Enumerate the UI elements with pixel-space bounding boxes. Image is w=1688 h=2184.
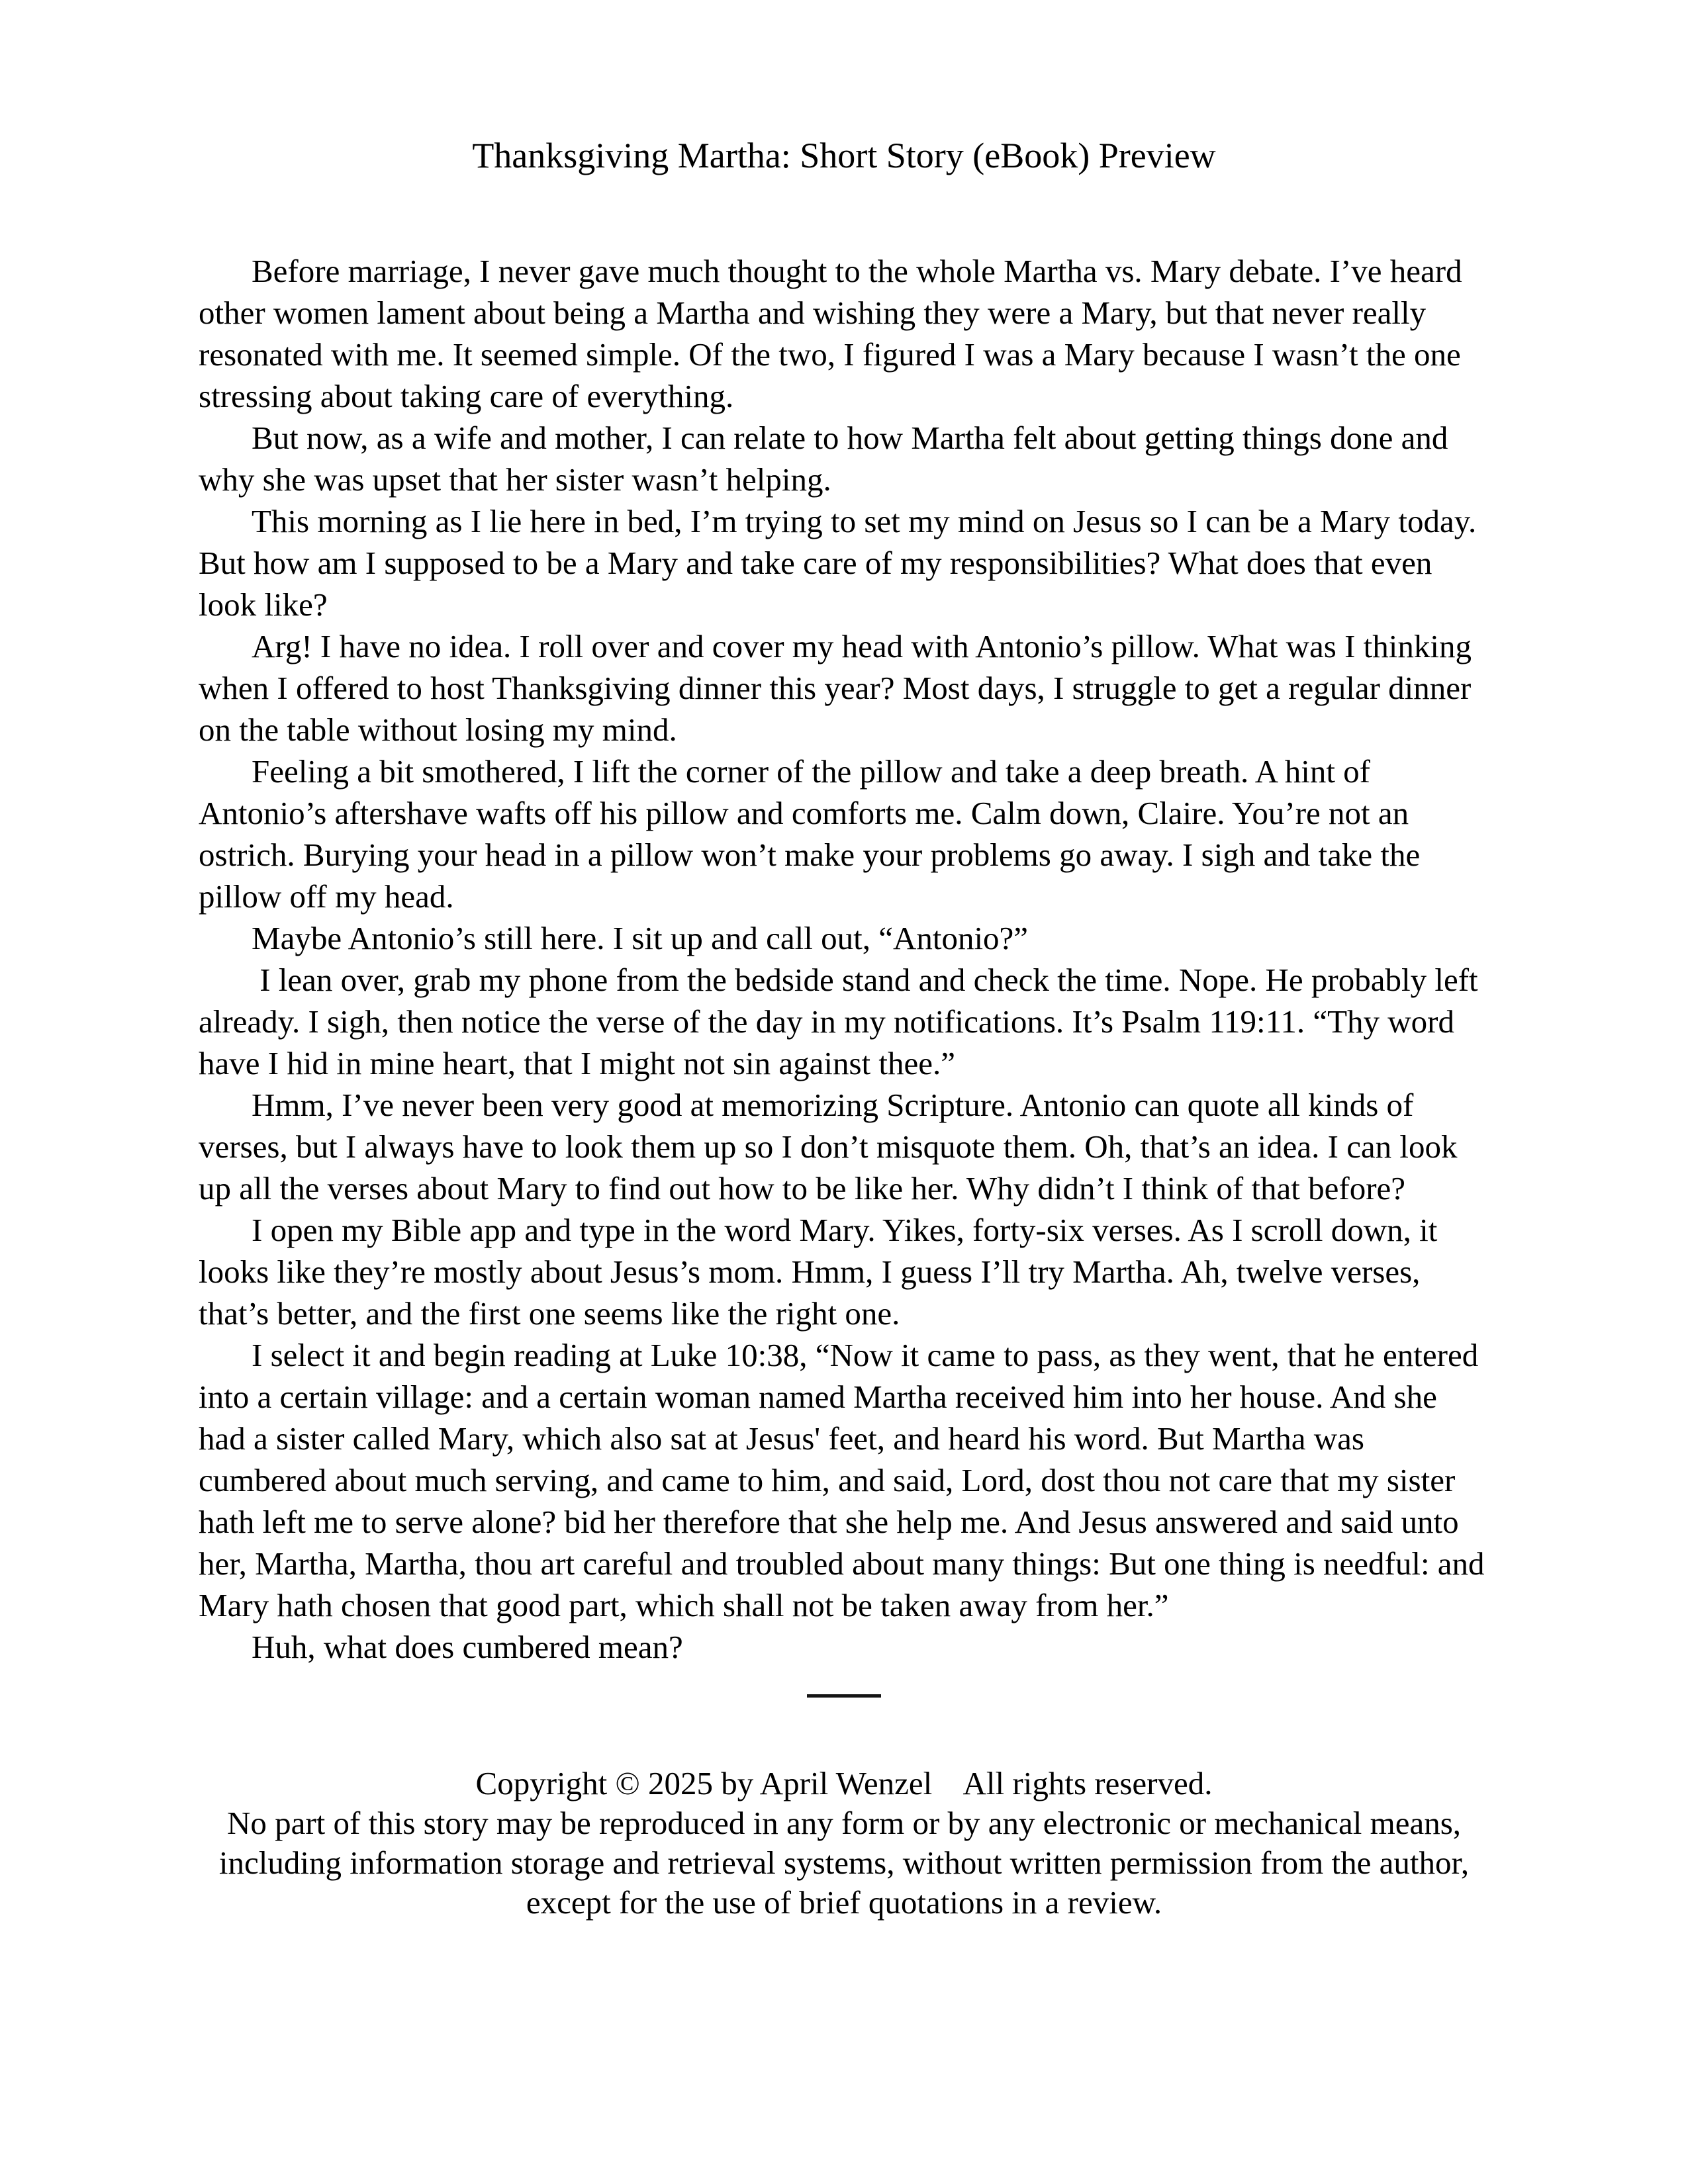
copyright-notice: No part of this story may be reproduced in any form or by any electronic or mechanical means, including information storage and retrieval systems, without written permission from the author, except for the use of brief quotations in a review.: [218, 1805, 1477, 1921]
story-paragraph-2: But now, as a wife and mother, I can relate to how Martha felt about getting things done and why she was upset that her sister wasn’t helping.: [199, 420, 1456, 498]
story-paragraph-11: Huh, what does cumbered mean?: [252, 1629, 683, 1665]
page-title: Thanksgiving Martha: Short Story (eBook) Preview: [472, 136, 1216, 175]
story-paragraph-5: Feeling a bit smothered, I lift the corner of the pillow and take a deep breath. A hint of Antonio’s aftershave wafts off his pillow and comforts me. Calm down, Claire. You’re not an ostrich. Burying your head in a pillow won’t make your problems go away. I sigh and take the pillow off my head.: [199, 753, 1429, 915]
story-paragraph-8: Hmm, I’ve never been very good at memorizing Scripture. Antonio can quote all kinds of verses, but I always have to look them up so I don’t misquote them. Oh, that’s an idea. I can look up all the verses about Mary to find out how to be like her. Why didn’t I think of that before?: [199, 1087, 1466, 1206]
copyright-line: Copyright © 2025 by April Wenzel All rights reserved.: [475, 1765, 1213, 1801]
story-paragraph-9: I open my Bible app and type in the word Mary. Yikes, forty-six verses. As I scroll down, it looks like they’re mostly about Jesus’s mom. Hmm, I guess I’ll try Martha. Ah, twelve verses, that’s better, and the first one seems like the right one.: [199, 1212, 1446, 1332]
story-paragraph-6: Maybe Antonio’s still here. I sit up and call out, “Antonio?”: [252, 920, 1029, 956]
section-separator-rule: [807, 1694, 881, 1698]
story-paragraph-3: This morning as I lie here in bed, I’m trying to set my mind on Jesus so I can be a Mary today. But how am I supposed to be a Mary and take care of my responsibilities? What does that even look like?: [199, 503, 1485, 623]
story-paragraph-10: I select it and begin reading at Luke 10:38, “Now it came to pass, as they went, that he entered into a certain village: and a certain woman named Martha received him into her house. And she had a sister called Mary, which also sat at Jesus' feet, and heard his word. But Martha was cumbered about much serving, and came to him, and said, Lord, dost thou not care that my sister hath left me to serve alone? bid her therefore that she help me. And Jesus answered and said unto her, Martha, Martha, thou art careful and troubled about many things: But one thing is needful: and Mary hath chosen that good part, which shall not be taken away from her.”: [199, 1337, 1493, 1623]
story-paragraph-1: Before marriage, I never gave much thought to the whole Martha vs. Mary debate. I’ve heard other women lament about being a Martha and wishing they were a Mary, but that never really resonated with me. It seemed simple. Of the two, I figured I was a Mary because I wasn’t the one stressing about taking care of everything.: [199, 253, 1470, 414]
story-paragraph-4: Arg! I have no idea. I roll over and cover my head with Antonio’s pillow. What was I thinking when I offered to host Thanksgiving dinner this year? Most days, I struggle to get a regular dinner on the table without losing my mind.: [199, 628, 1480, 748]
story-paragraph-7: I lean over, grab my phone from the bedside stand and check the time. Nope. He probably left already. I sigh, then notice the verse of the day in my notifications. It’s Psalm 119:11. “Thy word have I hid in mine heart, that I might not sin against thee.”: [199, 962, 1486, 1081]
